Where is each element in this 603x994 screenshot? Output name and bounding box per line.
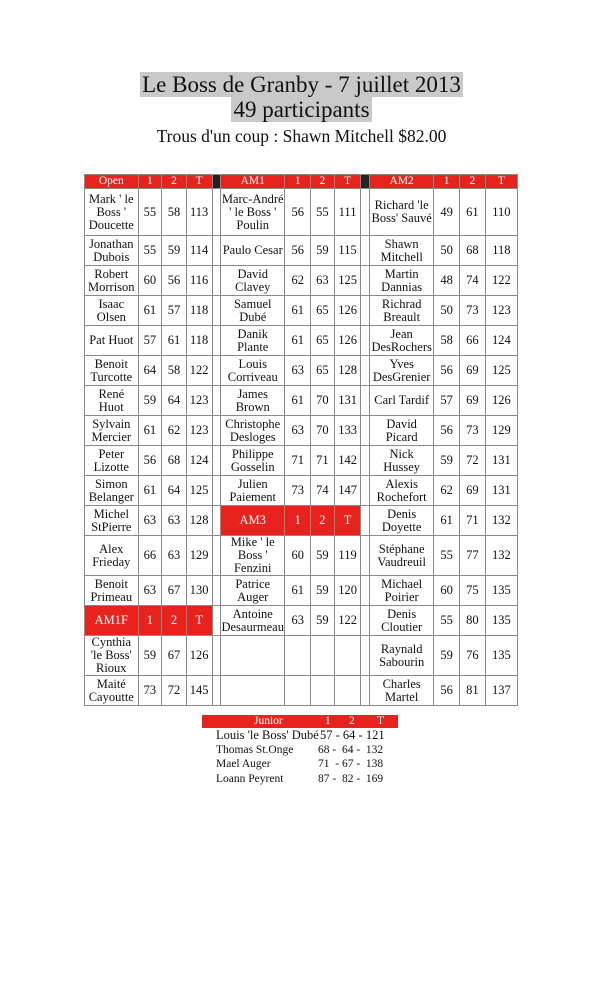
am1f-total-score: 126 [186, 636, 212, 676]
am2-player-name: Jean DesRochers [371, 326, 432, 354]
junior-row [202, 772, 398, 787]
am1-round2-score: 70 [311, 416, 335, 446]
junior-scores: 57 - 64 - 121 [320, 728, 385, 742]
open-round1-score: 57 [138, 326, 162, 356]
am3-header-r2: 2 [311, 506, 335, 536]
am2-total-score: 118 [485, 236, 517, 266]
table-header-row [85, 175, 518, 189]
open-total-score: 122 [186, 356, 212, 386]
am2-round2-score: 76 [460, 636, 486, 676]
am2-total-score: 135 [485, 606, 517, 636]
am1-empty-cell [285, 676, 311, 706]
open-player-name: Alex Frieday [85, 536, 139, 576]
am2-player-name: Denis Cloutier [370, 606, 434, 636]
junior-player-name: Louis 'le Boss' Dubé [216, 728, 319, 742]
junior-header-r1: 1 [325, 715, 331, 727]
am3-player-name: Antoine Desaurmeau [221, 606, 284, 634]
am1-round1-score: 61 [285, 326, 311, 356]
am1f-total-score: 145 [186, 676, 212, 706]
am3-player-name: Mike ' le Boss ' Fenzini [221, 536, 285, 576]
am1-round2-score: 65 [311, 326, 335, 356]
am2-total-score: 132 [485, 536, 517, 576]
open-round2-score: 63 [162, 536, 187, 576]
am1f-header-r1: 1 [138, 606, 162, 636]
am1-round2-score: 71 [311, 446, 335, 476]
am1-empty-cell [285, 636, 311, 676]
am2-player-name: Denis Doyette [370, 506, 434, 536]
junior-player-name: Thomas St.Onge [216, 743, 294, 756]
am1-total-score: 111 [334, 189, 361, 236]
column-separator [212, 636, 221, 676]
open-round1-score: 61 [138, 416, 162, 446]
scores-table [84, 174, 518, 706]
open-player-name: Simon Belanger [85, 476, 139, 506]
am2-player-name: Shawn Mitchell [370, 236, 434, 266]
am1-header-total: T [334, 175, 361, 189]
am2-round1-score: 59 [434, 446, 460, 476]
am1-round1-score: 61 [285, 296, 311, 326]
open-total-score: 130 [186, 576, 212, 606]
am1-player-name: David Clavey [221, 266, 285, 296]
open-round1-score: 61 [138, 296, 162, 326]
am1f-header-total: T [186, 606, 212, 636]
column-separator [212, 266, 221, 296]
am2-round2-score: 68 [460, 236, 486, 266]
am2-round2-score: 75 [460, 576, 486, 606]
am2-total-score: 110 [485, 189, 517, 236]
column-separator [361, 386, 370, 416]
am2-round2-score: 81 [460, 676, 486, 706]
am2-round1-score: 55 [434, 536, 460, 576]
table-row [85, 189, 518, 236]
am1-round1-score: 63 [285, 416, 311, 446]
am1-total-score: 142 [334, 446, 361, 476]
participants-count: 49 participants [233, 97, 370, 122]
open-total-score: 116 [186, 266, 212, 296]
am2-total-score: 135 [485, 636, 517, 676]
am1f-round1-score: 73 [138, 676, 162, 706]
open-round2-score: 62 [162, 416, 187, 446]
am1-total-score: 115 [334, 236, 361, 266]
am2-round1-score: 56 [434, 416, 460, 446]
am2-total-score: 129 [485, 416, 517, 446]
column-separator [212, 386, 221, 416]
am2-round2-score: 69 [460, 356, 486, 386]
am3-player-name: Patrice Auger [221, 576, 285, 606]
open-round1-score: 63 [138, 506, 162, 536]
am2-header-label: AM2 [370, 175, 434, 189]
table-row [85, 296, 518, 326]
am1-round2-score: 65 [311, 296, 335, 326]
table-row [85, 356, 518, 386]
am1-round2-score: 59 [311, 236, 335, 266]
am2-player-name: Martin Dannias [370, 266, 434, 296]
open-round2-score: 64 [162, 476, 187, 506]
open-total-score: 113 [186, 189, 212, 236]
am2-total-score: 126 [485, 386, 517, 416]
am2-round1-score: 50 [434, 296, 460, 326]
column-separator [361, 356, 370, 386]
open-round2-score: 58 [162, 356, 187, 386]
am3-total-score: 119 [334, 536, 361, 576]
am1-round1-score: 62 [285, 266, 311, 296]
am1-round2-score: 55 [311, 189, 335, 236]
column-separator [212, 506, 221, 536]
junior-table [202, 715, 398, 786]
open-round2-score: 57 [162, 296, 187, 326]
am1-round1-score: 63 [285, 356, 311, 386]
table-row [85, 416, 518, 446]
open-total-score: 125 [186, 476, 212, 506]
open-round2-score: 67 [162, 576, 187, 606]
open-player-name: Isaac Olsen [85, 296, 139, 326]
am2-round2-score: 73 [460, 296, 486, 326]
open-round1-score: 59 [138, 386, 162, 416]
column-separator [212, 536, 221, 576]
am2-round2-score: 69 [460, 386, 486, 416]
am2-round1-score: 55 [434, 606, 460, 636]
am2-player-name: Charles Martel [370, 676, 434, 706]
am1f-round2-score: 67 [162, 636, 187, 676]
am2-round2-score: 72 [460, 446, 486, 476]
table-row [85, 326, 518, 356]
am2-player-name: Richard 'le Boss' Sauvé [370, 189, 434, 236]
am2-round1-score: 56 [434, 356, 460, 386]
open-player-name: Benoit Turcotte [85, 356, 139, 386]
am1-total-score: 126 [334, 296, 361, 326]
am1-player-name: Christophe Desloges [221, 416, 285, 446]
column-separator [212, 576, 221, 606]
open-round1-score: 63 [138, 576, 162, 606]
column-separator [361, 536, 370, 576]
open-round2-score: 64 [162, 386, 187, 416]
open-player-name: Pat Huot [85, 326, 139, 356]
am2-round2-score: 80 [460, 606, 486, 636]
am2-total-score: 131 [485, 476, 517, 506]
am1-total-score: 126 [334, 326, 361, 356]
am2-round1-score: 56 [434, 676, 460, 706]
am2-round2-score: 73 [460, 416, 486, 446]
am1-round1-score: 56 [285, 189, 311, 236]
am2-total-score: 122 [485, 266, 517, 296]
table-row [85, 636, 518, 676]
am1-player-name: Danik Plante [221, 326, 285, 356]
column-separator [212, 175, 221, 189]
column-separator [361, 296, 370, 326]
open-player-name: Michel StPierre [85, 506, 139, 536]
junior-player-name: Loann Peyrent [216, 772, 284, 785]
open-player-name: Sylvain Mercier [85, 416, 139, 446]
column-separator [212, 476, 221, 506]
column-separator [361, 636, 370, 676]
am1f-player-name: Cynthia 'le Boss' Rioux [85, 636, 139, 676]
am2-total-score: 125 [485, 356, 517, 386]
open-header-label: Open [85, 175, 139, 189]
am2-header-r2: 2 [460, 175, 486, 189]
open-round1-score: 60 [138, 266, 162, 296]
column-separator [361, 676, 370, 706]
am3-round2-score: 59 [311, 606, 335, 636]
open-player-name: Jonathan Dubois [85, 236, 139, 266]
am2-player-name: Yves DesGrenier [370, 356, 434, 386]
table-row [85, 386, 518, 416]
am3-total-score: 120 [334, 576, 361, 606]
am2-round2-score: 66 [460, 326, 486, 356]
am3-round1-score: 63 [285, 606, 311, 636]
column-separator [212, 236, 221, 266]
open-round1-score: 61 [138, 476, 162, 506]
am1f-round1-score: 59 [138, 636, 162, 676]
am2-total-score: 135 [485, 576, 517, 606]
open-round1-score: 55 [138, 189, 162, 236]
am1-header-label: AM1 [221, 175, 285, 189]
am2-player-name: Stéphane Vaudreuil [370, 536, 434, 576]
am1-round1-score: 61 [285, 386, 311, 416]
am1-player-name: Marc-André ' le Boss ' Poulin [221, 189, 285, 236]
am2-total-score: 137 [485, 676, 517, 706]
am1f-header-label: AM1F [85, 606, 139, 636]
am2-round2-score: 71 [460, 506, 486, 536]
open-total-score: 114 [186, 236, 212, 266]
am2-round2-score: 69 [460, 476, 486, 506]
am1-round1-score: 56 [285, 236, 311, 266]
column-separator [361, 266, 370, 296]
junior-scores: 71 - 67 - 138 [318, 758, 384, 770]
am2-total-score: 132 [485, 506, 517, 536]
am1-round1-score: 73 [285, 476, 311, 506]
table-row [85, 266, 518, 296]
open-header-r2: 2 [162, 175, 187, 189]
am1-player-name: Julien Paiement [221, 476, 285, 506]
am2-player-name: Alexis Rochefort [370, 476, 434, 506]
open-total-score: 118 [186, 296, 212, 326]
am1-player-name: Paulo Cesar [221, 236, 285, 266]
am2-player-name: Raynald Sabourin [370, 636, 434, 676]
am3-round1-score: 60 [285, 536, 311, 576]
am1f-header-r2: 2 [162, 606, 187, 636]
open-player-name: Mark ' le Boss ' Doucette [85, 189, 139, 236]
am2-total-score: 124 [485, 326, 517, 356]
am2-round1-score: 59 [434, 636, 460, 676]
open-round2-score: 61 [162, 326, 187, 356]
am1-player-name: Philippe Gosselin [221, 446, 285, 476]
am1f-player-name: Maité Cayoutte [85, 676, 139, 706]
junior-header-r2: 2 [349, 715, 355, 727]
column-separator [361, 506, 370, 536]
am1-player-name: Samuel Dubé [221, 296, 285, 326]
am1-round2-score: 65 [311, 356, 335, 386]
junior-row [202, 743, 398, 758]
am2-header-r1: 1 [434, 175, 460, 189]
am2-round2-score: 77 [460, 536, 486, 576]
am3-round2-score: 59 [311, 536, 335, 576]
junior-scores: 87 - 82 - 169 [318, 772, 384, 785]
am1-empty-cell [221, 676, 285, 706]
am2-player-name: Michael Poirier [370, 576, 434, 606]
column-separator [212, 446, 221, 476]
open-total-score: 124 [186, 446, 212, 476]
am1-round2-score: 63 [311, 266, 335, 296]
am1-total-score: 131 [334, 386, 361, 416]
am1-header-r1: 1 [285, 175, 311, 189]
am3-round1-score: 61 [285, 576, 311, 606]
open-round1-score: 66 [138, 536, 162, 576]
column-separator [361, 446, 370, 476]
open-total-score: 123 [186, 416, 212, 446]
am1-round1-score: 71 [285, 446, 311, 476]
am1-header-r2: 2 [311, 175, 335, 189]
am1-empty-cell [334, 676, 361, 706]
am2-round1-score: 49 [434, 189, 460, 236]
junior-header-total: T [377, 715, 385, 727]
open-round2-score: 63 [162, 506, 187, 536]
table-row [85, 506, 518, 536]
column-separator [361, 476, 370, 506]
junior-row [202, 757, 398, 772]
open-round2-score: 68 [162, 446, 187, 476]
table-row [85, 676, 518, 706]
table-row [85, 576, 518, 606]
open-round1-score: 55 [138, 236, 162, 266]
am2-header-total: T [485, 175, 517, 189]
am3-header-label: AM3 [221, 506, 285, 536]
open-header-total: T [186, 175, 212, 189]
column-separator [361, 606, 370, 636]
column-separator [212, 189, 221, 236]
am1-player-name: Louis Corriveau [221, 356, 285, 386]
am2-player-name: Nick Hussey [370, 446, 434, 476]
am3-header-total: T [334, 506, 361, 536]
column-separator [212, 606, 221, 636]
table-row [85, 536, 518, 576]
table-row [85, 236, 518, 266]
open-total-score: 129 [186, 536, 212, 576]
open-player-name: René Huot [85, 386, 139, 416]
am2-player-name: Richrad Breault [370, 296, 434, 326]
am3-round2-score: 59 [311, 576, 335, 606]
open-total-score: 128 [186, 506, 212, 536]
am2-player-name: Carl Tardif [370, 386, 434, 416]
am2-round2-score: 61 [460, 189, 486, 236]
am2-round1-score: 57 [434, 386, 460, 416]
am2-round1-score: 50 [434, 236, 460, 266]
am2-round1-score: 58 [434, 326, 460, 356]
open-round2-score: 56 [162, 266, 187, 296]
am1-total-score: 128 [334, 356, 361, 386]
am1-empty-cell [311, 676, 335, 706]
open-total-score: 118 [186, 326, 212, 356]
am2-round1-score: 62 [434, 476, 460, 506]
am1-total-score: 133 [334, 416, 361, 446]
column-separator [361, 416, 370, 446]
column-separator [212, 296, 221, 326]
am1-round2-score: 74 [311, 476, 335, 506]
column-separator [212, 416, 221, 446]
open-round2-score: 58 [162, 189, 187, 236]
am2-round1-score: 60 [434, 576, 460, 606]
am3-total-score: 122 [334, 606, 361, 636]
am2-total-score: 131 [485, 446, 517, 476]
column-separator [212, 676, 221, 706]
junior-player-name: Mael Auger [216, 758, 271, 770]
open-player-name: Peter Lizotte [85, 446, 139, 476]
junior-row [202, 728, 398, 743]
am1-empty-cell [311, 636, 335, 676]
junior-header-label: Junior [254, 715, 283, 727]
column-separator [361, 175, 370, 189]
am1-empty-cell [221, 636, 285, 676]
column-separator [361, 326, 370, 356]
open-round1-score: 56 [138, 446, 162, 476]
open-total-score: 123 [186, 386, 212, 416]
column-separator [361, 576, 370, 606]
am1-round2-score: 70 [311, 386, 335, 416]
open-header-r1: 1 [138, 175, 162, 189]
open-round2-score: 59 [162, 236, 187, 266]
column-separator [212, 326, 221, 356]
open-round1-score: 64 [138, 356, 162, 386]
am2-player-name: David Picard [370, 416, 434, 446]
am2-total-score: 123 [485, 296, 517, 326]
am2-round2-score: 74 [460, 266, 486, 296]
junior-header [202, 715, 398, 728]
column-separator [361, 189, 370, 236]
am1-player-name: James Brown [221, 386, 285, 416]
junior-scores: 68 - 64 - 132 [318, 743, 384, 756]
column-separator [212, 356, 221, 386]
hole-in-one-line: Trous d'un coup : Shawn Mitchell $82.00 [156, 126, 447, 146]
open-player-name: Benoit Primeau [85, 576, 139, 606]
table-row [85, 606, 518, 636]
am2-round1-score: 48 [434, 266, 460, 296]
am1-total-score: 147 [334, 476, 361, 506]
am2-round1-score: 61 [434, 506, 460, 536]
am3-header-r1: 1 [285, 506, 311, 536]
table-row [85, 476, 518, 506]
am1-total-score: 125 [334, 266, 361, 296]
open-player-name: Robert Morrison [85, 266, 139, 296]
page-title: Le Boss de Granby - 7 juillet 2013 [142, 72, 461, 97]
am1f-round2-score: 72 [162, 676, 187, 706]
table-row [85, 446, 518, 476]
column-separator [361, 236, 370, 266]
am1-empty-cell [334, 636, 361, 676]
